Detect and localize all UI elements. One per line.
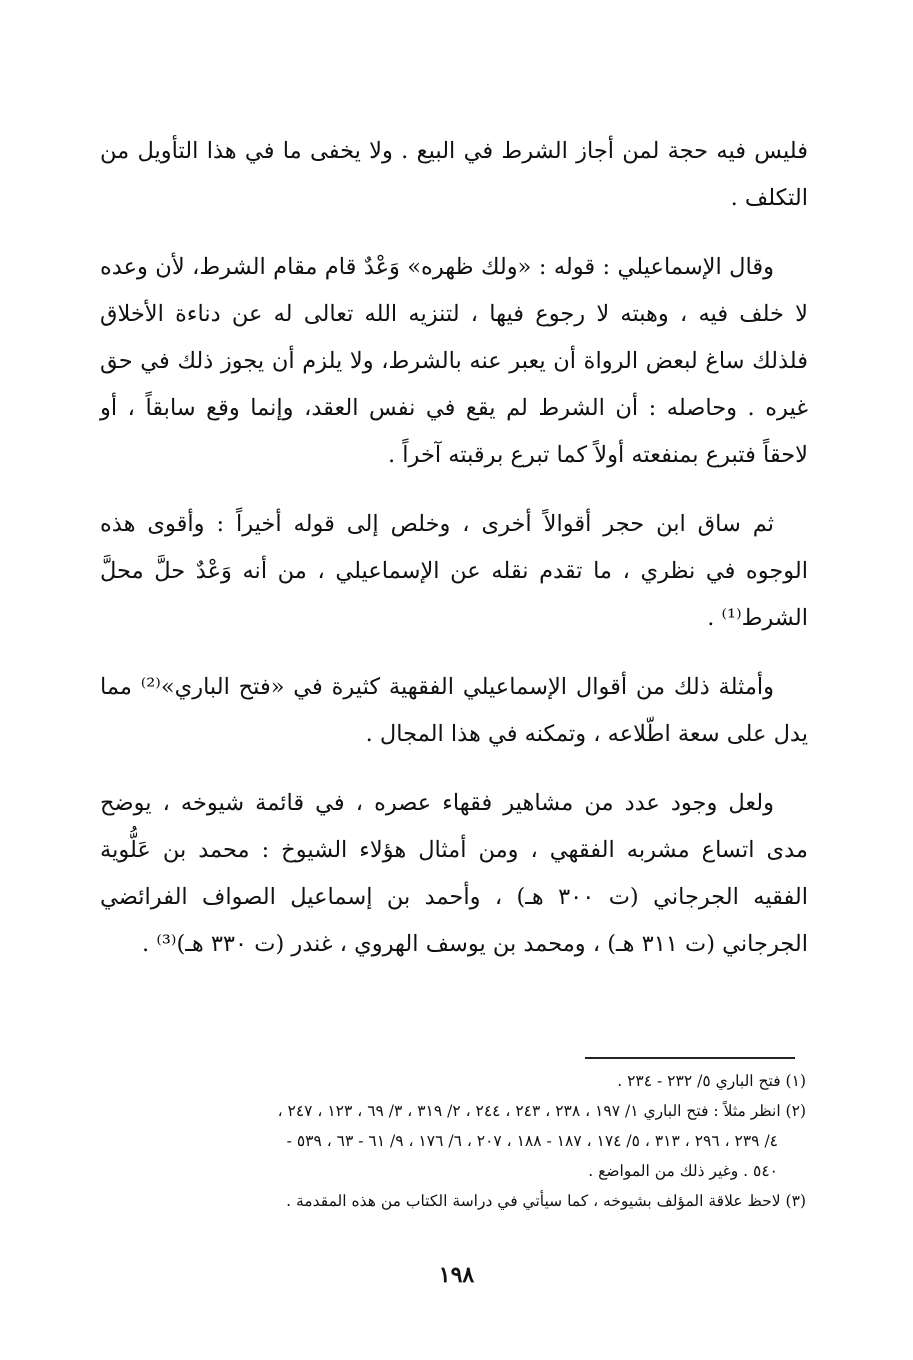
page-number: ١٩٨ (438, 1262, 475, 1288)
footnote-separator (585, 1057, 795, 1059)
main-text (100, 128, 808, 990)
paragraph-5: ولعل وجود عدد من مشاهير فقهاء عصره ، في قائمة شيوخه ، يوضح مدى اتساع مشربه الفقهي ، ومن أمثال هؤلاء الشيوخ : محمد بن عَلُّوية الفقيه الجرجاني (ت ٣٠٠ هـ) ، وأحمد بن إسماعيل الصواف الفرائضي الجرجاني (ت ٣١١ هـ) ، ومحمد بن يوسف الهروي ، غندر (ت ٣٣٠ هـ)⁽³⁾ . (100, 790, 808, 957)
paragraph-2: وقال الإسماعيلي : قوله : «ولك ظهره» وَعْدٌ قام مقام الشرط، لأن وعده لا خلف فيه ، وهبته لا رجوع فيها ، لتنزيه الله تعالى له عن دناءة الأخلاق فلذلك ساغ لبعض الرواة أن يعبر عنه بالشرط، ولا يلزم أن يجوز ذلك في حق غيره . وحاصله : أن الشرط لم يقع في نفس العقد، وإنما وقع سابقاً ، أو لاحقاً فتبرع بمنفعته أولاً كما تبرع برقبته آخراً . (100, 254, 808, 468)
paragraph-1: فليس فيه حجة لمن أجاز الشرط في البيع . ولا يخفى ما في هذا التأويل من التكلف . (100, 138, 808, 211)
footnote-2: (٢) انظر مثلاً : فتح الباري ١/ ١٩٧ ، ٢٣٨ ، ٢٤٣ ، ٢٤٤ ، ٢/ ٣١٩ ، ٣/ ٦٩ ، ١٢٣ ، ٢٤٧ ، (277, 1102, 806, 1120)
footnote-3: (٣) لاحظ علاقة المؤلف بشيوخه ، كما سيأتي في دراسة الكتاب من هذه المقدمة . (286, 1192, 806, 1210)
footnotes (100, 1066, 806, 1216)
paragraph-4: وأمثلة ذلك من أقوال الإسماعيلي الفقهية كثيرة في «فتح الباري»⁽²⁾ مما يدل على سعة اطّلاعه ، وتمكنه في هذا المجال . (100, 674, 808, 747)
footnote-2-end: ٥٤٠ . وغير ذلك من المواضع . (588, 1162, 778, 1180)
footnote-1: (١) فتح الباري ٥/ ٢٣٢ - ٢٣٤ . (617, 1072, 806, 1090)
paragraph-3: ثم ساق ابن حجر أقوالاً أخرى ، وخلص إلى قوله أخيراً : وأقوى هذه الوجوه في نظري ، ما تقدم نقله عن الإسماعيلي ، من أنه وَعْدٌ حلَّ محلَّ الشرط⁽¹⁾ . (100, 511, 808, 631)
footnote-2-continued: ٤/ ٢٣٩ ، ٢٩٦ ، ٣١٣ ، ٥/ ١٧٤ ، ١٨٧ - ١٨٨ ، ٢٠٧ ، ٦/ ١٧٦ ، ٩/ ٦١ - ٦٣ ، ٥٣٩ - (286, 1132, 778, 1150)
